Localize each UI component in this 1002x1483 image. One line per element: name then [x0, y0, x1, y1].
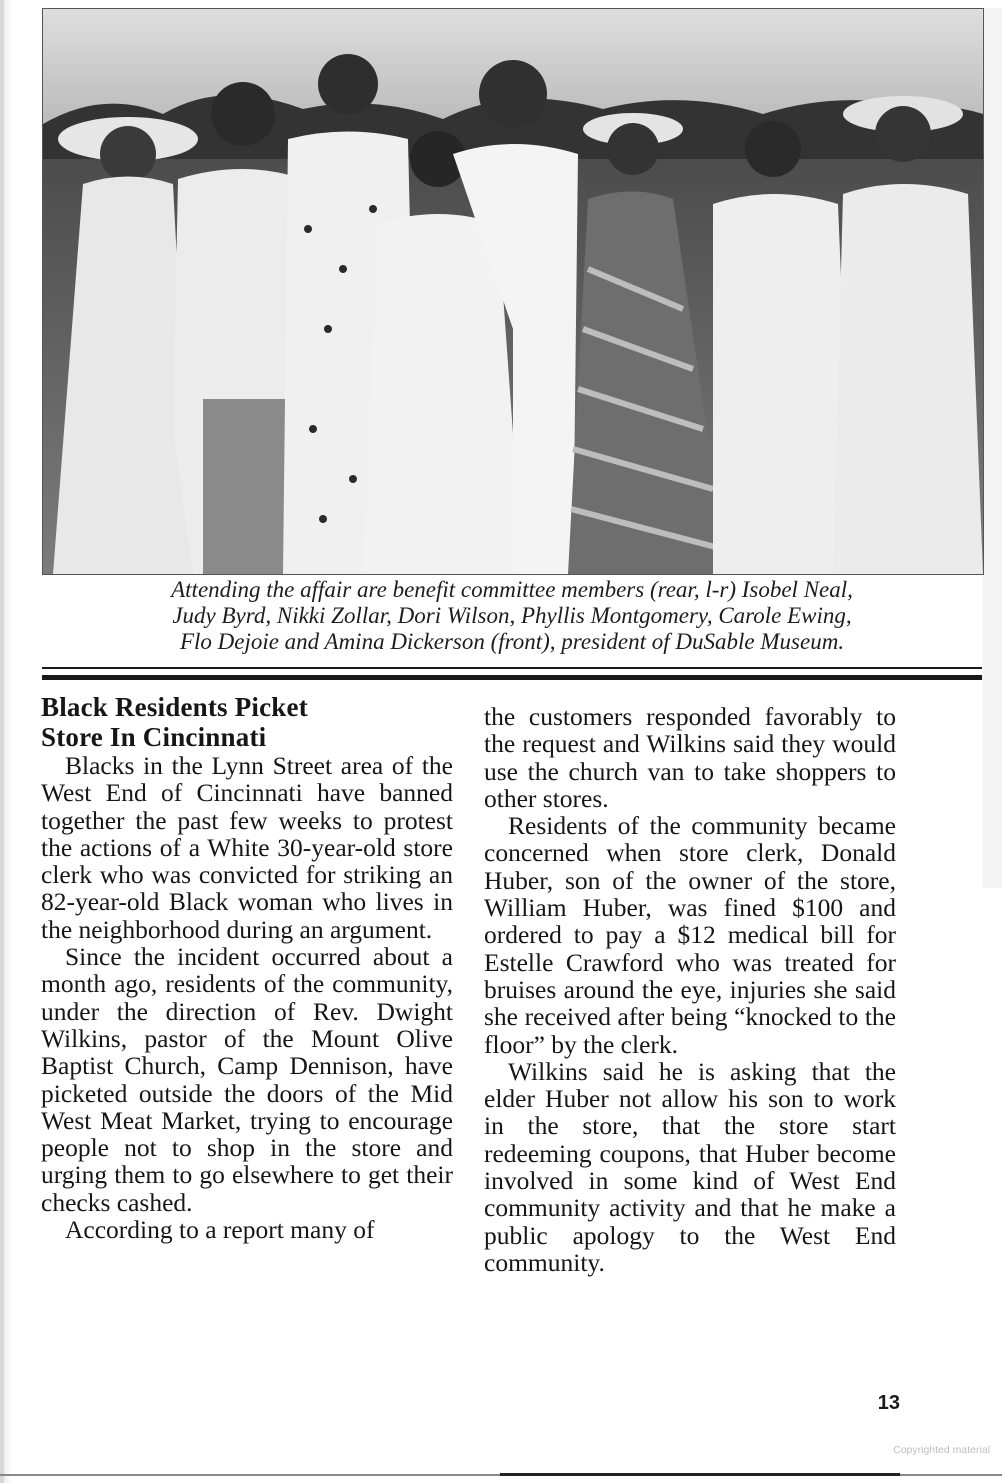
caption-line: Flo Dejoie and Amina Dickerson (front), president of DuSable Museum. — [179, 629, 845, 654]
copyright-notice: Copyrighted material — [893, 1444, 990, 1456]
article-column-left — [41, 692, 453, 1243]
bottom-rule — [500, 1473, 900, 1476]
article-paragraph: the customers responded favorably to the request and Wilkins said they would use the church van to take shoppers to other stores. — [484, 702, 896, 813]
divider-thin — [42, 667, 982, 669]
article-paragraph: According to a report many of — [65, 1215, 375, 1245]
divider-thick — [42, 675, 982, 680]
article-paragraph: Since the incident occurred about a month ago, residents of the community, under the direction of Rev. Dwight Wilkins, pastor of the Mount Olive Baptist Church, Camp Dennison, have picketed outside the doors of the Mid West Meat Market, trying to encourage people not to shop in the store and urging them to go elsewhere to get their checks cashed. — [41, 942, 453, 1217]
headline-line: Black Residents Picket — [41, 692, 308, 722]
page-number: 13 — [877, 1392, 900, 1414]
page-edge-shadow — [4, 0, 12, 1483]
caption-line: Attending the affair are benefit committee members (rear, l-r) Isobel Neal, — [171, 577, 853, 602]
photo-caption — [42, 577, 982, 655]
article-paragraph: Residents of the community became concerned when store clerk, Donald Huber, son of the owner of the store, William Huber, was fined $100 and ordered to pay a $12 medical bill for Estelle Crawford who was treated for bruises around the eye, injuries she said she received after being “knocked to the floor” by the clerk. — [484, 811, 896, 1059]
photo-margin — [982, 8, 1002, 888]
group-photo — [42, 8, 984, 575]
article-paragraph: Blacks in the Lynn Street area of the West End of Cincinnati have banned together the past few weeks to protest the actions of a White 30-year-old store clerk who was convicted for striking an 82-year-old Black woman who lives in the neighborhood during an argument. — [41, 751, 453, 944]
article-headline — [41, 692, 453, 752]
article-column-right — [484, 703, 896, 1276]
caption-line: Judy Byrd, Nikki Zollar, Dori Wilson, Phyllis Montgomery, Carole Ewing, — [172, 603, 852, 628]
article-paragraph: Wilkins said he is asking that the elder Huber not allow his son to work in the store, that the store start redeeming coupons, that Huber become involved in some kind of West End community activity and that he make a public apology to the West End community. — [484, 1056, 896, 1277]
headline-line: Store In Cincinnati — [41, 722, 267, 752]
